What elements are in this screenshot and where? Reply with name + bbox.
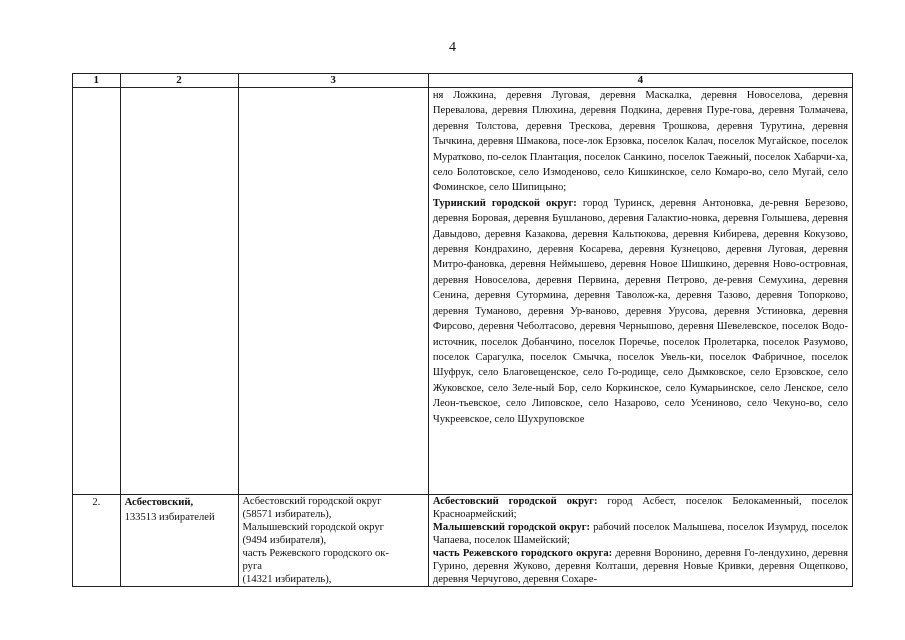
page-number: 4 xyxy=(449,40,456,55)
district-name: Асбестовский, xyxy=(124,497,194,508)
district-voters: 133513 избирателей xyxy=(124,512,215,524)
header-col-4: 4 xyxy=(428,74,852,88)
municipalities-cell xyxy=(238,495,428,587)
asbest-settlements-text: город Асбест, поселок Белокаменный, поселок Красноармейский; xyxy=(432,496,849,520)
settlements-cell xyxy=(428,88,852,495)
malysh-settlements-text: рабочий поселок Малышева, поселок Изумруд, поселок Чапаева, поселок Шамейский; xyxy=(432,522,848,546)
districts-table xyxy=(72,73,853,587)
municipality-line: (9494 избирателя), xyxy=(242,535,327,546)
table-row-district-2 xyxy=(73,495,853,587)
municipality-line: Асбестовский городской округ xyxy=(242,496,382,507)
cell-empty-1 xyxy=(73,88,121,495)
rezh-settlements-text: деревня Воронино, деревня Го-лендухино, деревня Гурино, деревня Жуково, деревня Колташи, деревня Новые Кривки, деревня Ощепково, деревня Черчугово, деревня Сохаре- xyxy=(432,548,849,585)
district-settlements-cell xyxy=(428,495,852,587)
asbest-district-name: Асбестовский городской округ: xyxy=(432,496,598,507)
header-col-3: 3 xyxy=(238,74,428,88)
table-row-continuation xyxy=(73,88,853,495)
municipality-line: (58571 избиратель), xyxy=(242,509,332,520)
municipality-line: часть Режевского городского ок- xyxy=(242,548,389,559)
municipality-line: руга xyxy=(242,561,263,572)
header-col-2: 2 xyxy=(120,74,238,88)
table-header-row xyxy=(73,74,853,88)
district-cell xyxy=(120,495,238,587)
cell-empty-3 xyxy=(238,88,428,495)
header-col-1: 1 xyxy=(73,74,121,88)
malysh-district-name: Малышевский городской округ: xyxy=(432,522,591,533)
rezh-district-name: часть Режевского городского округа: xyxy=(432,548,613,559)
turinsky-district-name: Туринский городской округ: xyxy=(432,197,577,209)
turinsky-settlements-text: город Туринск, деревня Антоновка, де-ревня Березово, деревня Боровая, деревня Бушланово, деревня Галактио-новка, деревня Голышева, деревня Давыдово, деревня Казакова, деревня Кальтюкова, деревня Кибирева, деревня Кокузово, деревня Кондрахино, деревня Косарева, деревня Кузнецово, деревня Луговая, деревня Митро-фановка, деревня Неймышево, деревня Новое Шишкино, деревня Ново-островная, деревня Новоселова, деревня Первина, деревня Петрово, де-ревня Семухина, деревня Сенина, деревня Сутормина, деревня Таволож-ка, деревня Тазово, деревня Топорково, деревня Туманово, деревня Ур-ваново, деревня Урусова, деревня Устиновка, деревня Фирсово, деревня Чеболтасово, деревня Чернышово, деревня Шевелевское, поселок Водо-источник, поселок Добанчино, поселок Поречье, поселок Пролетарка, поселок Разумово, поселок Сарагулка, поселок Смычка, поселок Увель-ки, поселок Фабричное, поселок Шуфрук, село Благовещенское, село Го-родище, село Дымковское, село Ерзовское, село Жуковское, село Зеле-ный Бор, село Коркинское, село Кумарьинское, село Ленское, село Леон-тьевское, село Липовское, село Назарово, село Усениново, село Чекуно-во, село Чукреевское, село Шухруповское xyxy=(432,197,848,425)
municipality-line: Малышевский городской округ xyxy=(242,522,384,533)
district-number: 2. xyxy=(73,495,121,587)
municipality-line: (14321 избиратель), xyxy=(242,574,332,585)
settlements-continuation-text: ня Ложкина, деревня Луговая, деревня Маскалка, деревня Новоселова, деревня Перевалова, деревня Плюхина, деревня Подкина, деревня Пуре-гова, деревня Толмачева, деревня Толстова, деревня Трескова, деревня Трошкова, деревня Турутина, деревня Тычкина, деревня Шмакова, посе-лок Ерзовка, поселок Калач, поселок Мугайское, поселок Муратково, по-селок Плантация, поселок Санкино, поселок Таежный, поселок Хабарчи-ха, село Болотовское, село Измоденово, село Кишкинское, село Комаро-во, село Мугай, село Фоминское, село Шипицыно; xyxy=(432,90,848,194)
cell-empty-2 xyxy=(120,88,238,495)
